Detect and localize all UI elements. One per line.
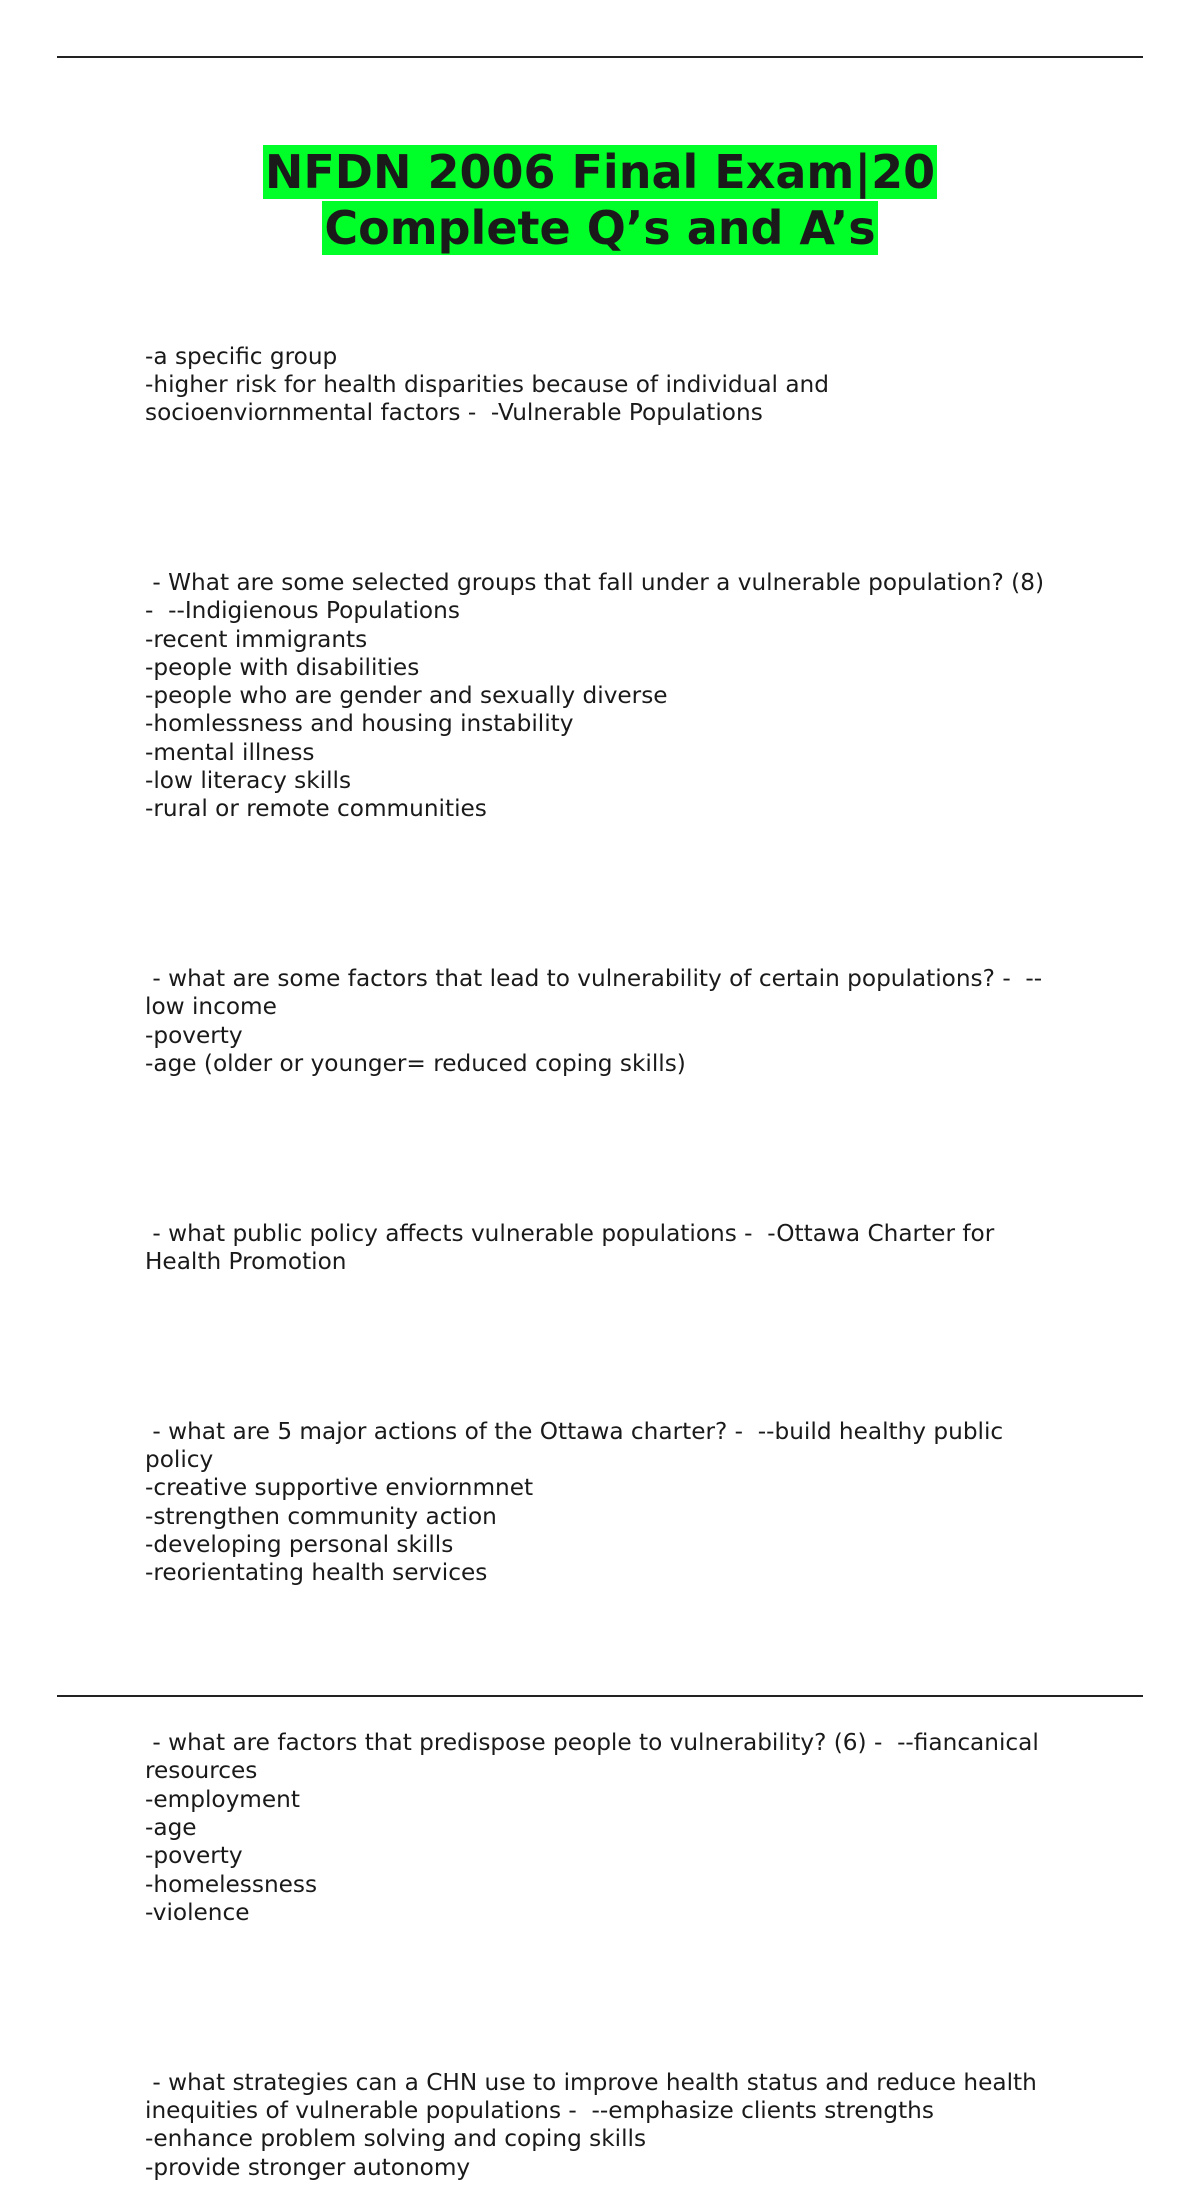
qa-block-2: - What are some selected groups that fall under a vulnerable population? (8) - --Indigienous Populations -recent immigrants -people with disabilities -people who are gender and sexually diverse -homlessness and housing instability -mental illness -low literacy skills -rural or remote communities — [145, 568, 1045, 823]
qa-block-4: - what public policy affects vulnerable populations - -Ottawa Charter for Health Promotion — [145, 1219, 995, 1276]
document-title — [0, 144, 1200, 256]
qa-block-5: - what are 5 major actions of the Ottawa charter? - --build healthy public policy -creative supportive enviornmnet -strengthen community action -developing personal skills -reorientating health services — [145, 1417, 1004, 1587]
title-line-1: NFDN 2006 Final Exam|20 — [264, 145, 936, 199]
header-rule — [57, 56, 1143, 58]
footer-rule — [57, 1695, 1143, 1697]
document-body — [145, 286, 1095, 2210]
title-line-2: Complete Q’s and A’s — [324, 201, 876, 255]
qa-block-1: -a specific group -higher risk for health disparities because of individual and socioenviornmental factors - -Vulnerable Populations — [145, 342, 829, 427]
qa-block-7: - what strategies can a CHN use to improve health status and reduce health inequities of vulnerable populations - --emphasize clients strengths -enhance problem solving and coping skills -provide stronger autonomy — [145, 2068, 1037, 2181]
qa-block-3: - what are some factors that lead to vulnerability of certain populations? - -- low income -poverty -age (older or younger= reduced coping skills) — [145, 965, 1043, 1078]
qa-block-6: - what are factors that predispose people to vulnerability? (6) - --fiancanical resources -employment -age -poverty -homelessness -violence — [145, 1729, 1039, 1926]
